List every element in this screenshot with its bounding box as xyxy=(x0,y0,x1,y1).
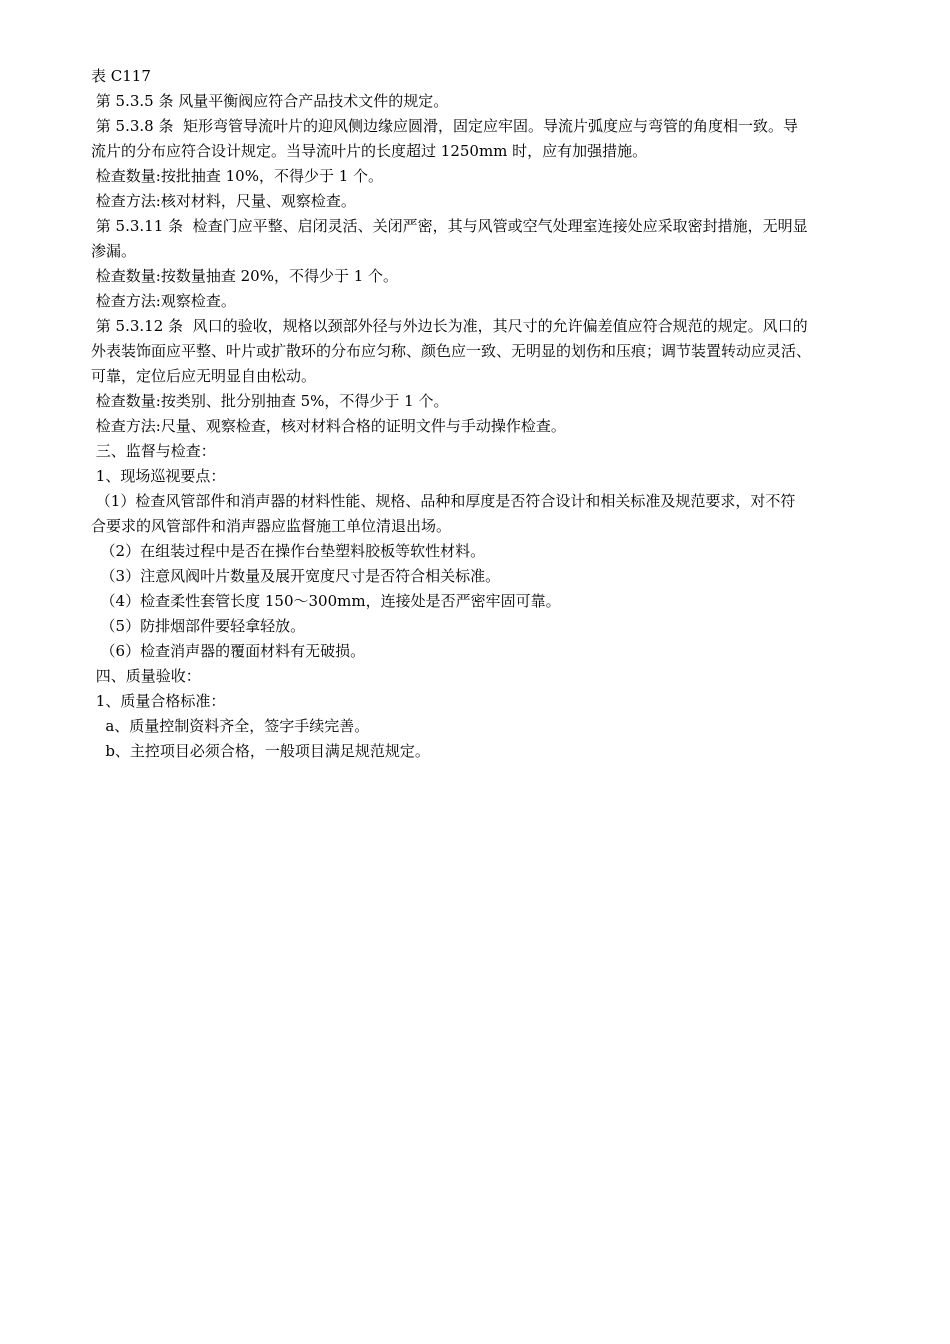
text-line: 检查方法:观察检查。 xyxy=(91,292,236,310)
text-line: （4）检查柔性套管长度 150～300mm，连接处是否严密牢固可靠。 xyxy=(91,592,561,610)
text-line: （6）检查消声器的覆面材料有无破损。 xyxy=(91,642,366,660)
text-line: 第 5.3.5 条 风量平衡阀应符合产品技术文件的规定。 xyxy=(91,92,449,110)
text-line: （1）检查风管部件和消声器的材料性能、规格、品种和厚度是否符合设计和相关标准及规范要求，对不符 xyxy=(91,492,796,510)
text-line: 检查方法:核对材料，尺量、观察检查。 xyxy=(91,192,356,210)
text-line: 检查数量:按数量抽查 20%，不得少于 1 个。 xyxy=(91,267,399,285)
text-line: 合要求的风管部件和消声器应监督施工单位清退出场。 xyxy=(91,517,452,535)
text-line: 流片的分布应符合设计规定。当导流叶片的长度超过 1250mm 时，应有加强措施。 xyxy=(91,142,648,160)
text-line: 外表装饰面应平整、叶片或扩散环的分布应匀称、颜色应一致、无明显的划伤和压痕；调节装置转动应灵活、 xyxy=(91,342,812,360)
section-heading: 三、监督与检查： xyxy=(91,442,216,460)
text-line: 第 5.3.8 条 矩形弯管导流叶片的迎风侧边缘应圆滑，固定应牢固。导流片弧度应与弯管的角度相一致。导 xyxy=(91,117,799,135)
text-line: （3）注意风阀叶片数量及展开宽度尺寸是否符合相关标准。 xyxy=(91,567,501,585)
section-heading: 四、质量验收： xyxy=(91,667,201,685)
text-line: 可靠，定位后应无明显自由松动。 xyxy=(91,367,317,385)
document-body xyxy=(91,89,870,764)
text-line: （2）在组装过程中是否在操作台垫塑料胶板等软性材料。 xyxy=(91,542,486,560)
subsection-heading: 1、质量合格标准： xyxy=(91,692,226,710)
text-line: 渗漏。 xyxy=(91,242,137,260)
subsection-heading: 1、现场巡视要点： xyxy=(91,467,226,485)
text-line: 检查数量:按批抽查 10%，不得少于 1 个。 xyxy=(91,167,384,185)
text-line: 第 5.3.12 条 风口的验收，规格以颈部外径与外边长为准，其尺寸的允许偏差值应符合规范的规定。风口的 xyxy=(91,317,808,335)
text-line: 检查方法:尺量、观察检查，核对材料合格的证明文件与手动操作检查。 xyxy=(91,417,566,435)
text-line: b、主控项目必须合格，一般项目满足规范规定。 xyxy=(91,742,430,760)
text-line: 检查数量:按类别、批分别抽查 5%，不得少于 1 个。 xyxy=(91,392,449,410)
text-line: 第 5.3.11 条 检查门应平整、启闭灵活、关闭严密，其与风管或空气处理室连接处应采取密封措施，无明显 xyxy=(91,217,808,235)
table-label: 表 C117 xyxy=(91,67,151,85)
text-line: a、质量控制资料齐全，签字手续完善。 xyxy=(91,717,370,735)
text-line: （5）防排烟部件要轻拿轻放。 xyxy=(91,617,306,635)
